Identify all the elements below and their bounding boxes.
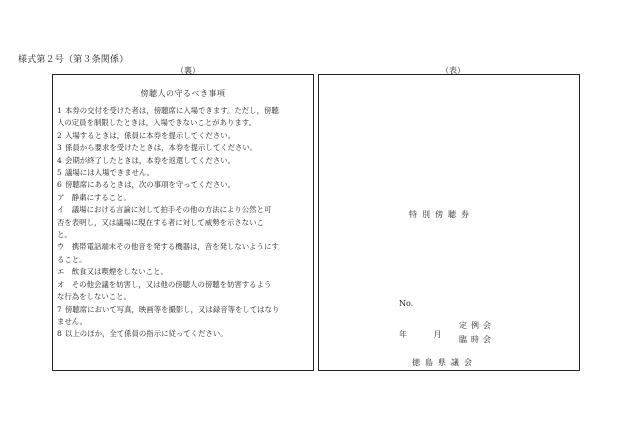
list-item: 4 会期が終了したときは，本券を返還してください。 [57,155,235,165]
ticket-back-panel [52,74,314,371]
rules-heading: 傍聴人の守るべき事項 [140,89,226,98]
list-item: 5 議場には入場できません。 [57,168,155,178]
list-item: 否を表明し，又は議場に現在する者に対して威勢を示さないこ [57,217,264,227]
ticket-title: 特別傍聴券 [409,210,474,219]
list-item: 1 本券の交付を受けた者は，傍聴席に入場できます。ただし，傍聴 [57,106,279,115]
list-item: イ 議場における言論に対して拍手その他の方法により公然と可 [57,205,272,215]
list-item: 6 傍聴席にあるときは，次の事項を守ってください。 [57,180,235,190]
list-item: ません。 [57,316,88,326]
list-item: オ その他会議を妨害し，又は他の傍聴人の傍聴を妨害するよう [57,279,272,289]
back-side-caption: （裏） [176,66,200,75]
list-item: エ 飲食又は喫煙をしないこと。 [57,267,168,277]
list-item: 2 入場するときは，係員に本券を提示してください。 [57,130,235,140]
session-regular-label: 定例会 [459,321,495,330]
session-extra-label: 臨時会 [459,335,495,344]
list-item: と。 [57,230,72,240]
issuer-name: 徳島県議会 [412,358,477,367]
form-number-label: 様式第２号（第３条関係） [18,55,129,65]
session-date-label: 年 月 [399,330,442,339]
session-type [459,319,495,347]
list-item: 人の定員を制限したときは，入場できないことがあります。 [57,118,256,128]
list-item: 3 係員から要求を受けたときは，本券を提示してください。 [57,143,258,153]
list-item: ウ 携帯電話端末その他音を発する機器は，音を発しないようにす [57,242,279,252]
list-item: 8 以上のほか，全て係員の指示に従ってください。 [57,329,228,339]
ticket-number-label: No. [399,299,414,308]
list-item: ること。 [57,254,87,264]
list-item: 7 傍聴席において写真，映画等を撮影し，又は録音等をしてはなり [57,304,280,314]
list-item: な行為をしないこと。 [57,292,131,302]
rules-list [57,105,309,341]
front-side-caption: （表） [441,66,465,75]
ticket-front-panel [318,74,580,371]
list-item: ア 静粛にすること。 [57,192,131,202]
